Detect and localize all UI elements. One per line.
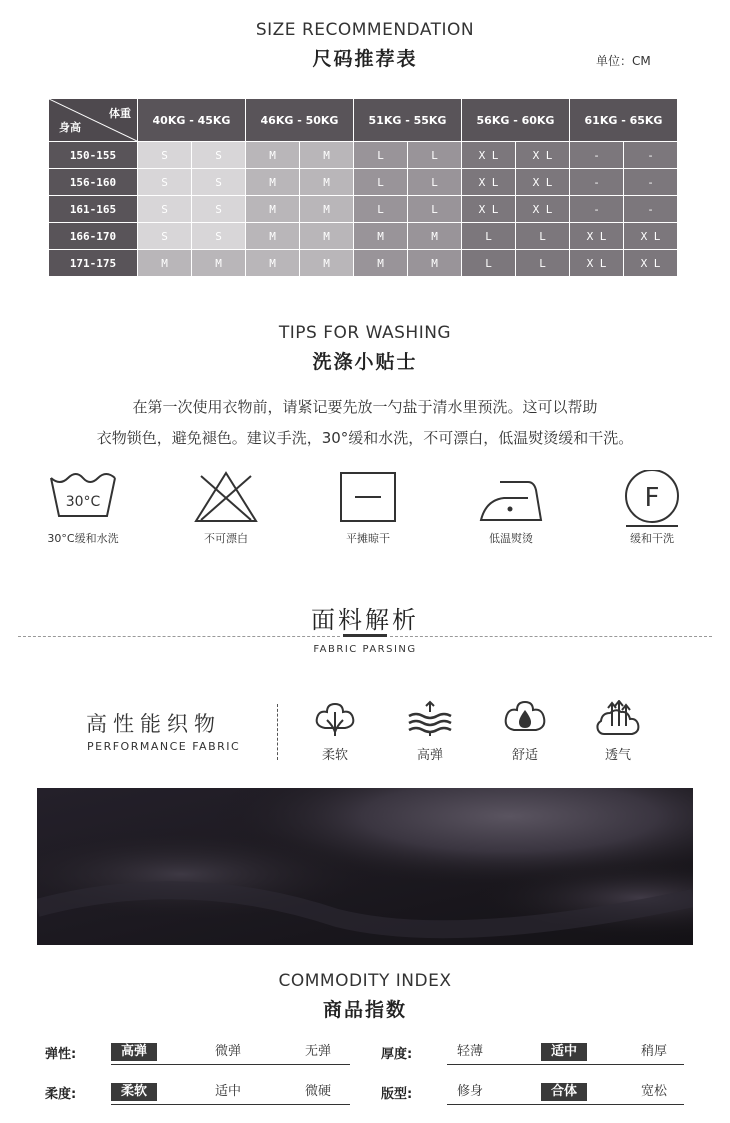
wash-temp-text: 30°C	[65, 494, 101, 510]
fabric-photo	[37, 788, 693, 945]
size-cell: L	[354, 169, 408, 196]
unit-label: 单位：CM	[596, 54, 651, 68]
dry-clean-letter: F	[644, 483, 660, 513]
size-table-corner	[49, 99, 138, 142]
size-cell: X L	[462, 196, 516, 223]
size-cell: M	[408, 250, 462, 277]
washing-text-line-2: 衣物锁色，避免褪色。建议手洗，30°缓和水洗，不可漂白，低温熨烫缓和干洗。	[96, 429, 634, 447]
washing-title-en: TIPS FOR WASHING	[278, 323, 452, 343]
fabric-divider-left	[18, 636, 340, 637]
index-baseline	[111, 1064, 350, 1065]
size-cell: M	[408, 223, 462, 250]
height-range-label: 166-170	[49, 223, 138, 250]
iron-low-icon	[478, 470, 544, 524]
size-cell: S	[192, 196, 246, 223]
size-cell: M	[246, 196, 300, 223]
size-cell: S	[138, 169, 192, 196]
size-cell: M	[246, 169, 300, 196]
size-cell: -	[570, 196, 624, 223]
wash-30-icon	[48, 470, 118, 520]
index-option-selected: 适中	[541, 1043, 587, 1061]
size-table-row	[49, 223, 678, 250]
height-range-label: 171-175	[49, 250, 138, 277]
feature-item	[588, 700, 648, 763]
size-cell: L	[354, 196, 408, 223]
size-cell: L	[408, 169, 462, 196]
feature-label: 柔软	[321, 748, 348, 763]
washing-title-cn: 洗涤小贴士	[312, 351, 418, 373]
size-title-cn: 尺码推荐表	[312, 48, 418, 70]
size-cell: -	[624, 142, 678, 169]
index-option: 微弹	[214, 1044, 241, 1059]
size-cell: X L	[516, 142, 570, 169]
wash-label: 低温熨烫	[489, 532, 533, 545]
size-table-header-row	[49, 99, 678, 142]
size-cell: M	[246, 142, 300, 169]
size-cell: L	[516, 223, 570, 250]
index-option: 宽松	[640, 1084, 667, 1099]
index-option-selected: 合体	[541, 1083, 587, 1101]
performance-fabric-en: PERFORMANCE FABRIC	[87, 740, 241, 753]
size-cell: L	[516, 250, 570, 277]
fabric-title-cn: 面料解析	[311, 606, 419, 634]
comfort-icon	[502, 700, 548, 738]
weight-header: 46KG - 50KG	[246, 99, 354, 142]
index-option: 修身	[456, 1084, 483, 1099]
dry-flat-icon	[339, 470, 397, 524]
size-cell: S	[192, 169, 246, 196]
wash-item	[456, 470, 566, 546]
wash-item	[171, 470, 281, 546]
feature-item	[305, 700, 365, 763]
size-cell: X L	[624, 250, 678, 277]
size-cell: -	[570, 142, 624, 169]
size-cell: X L	[624, 223, 678, 250]
corner-weight-label: 体重	[109, 107, 131, 120]
dry-clean-icon	[622, 470, 682, 528]
size-cell: M	[300, 223, 354, 250]
wash-item	[313, 470, 423, 546]
index-option: 适中	[214, 1084, 241, 1099]
size-cell: X L	[570, 250, 624, 277]
wash-item	[597, 470, 707, 546]
size-cell: M	[192, 250, 246, 277]
index-title-cn: 商品指数	[322, 999, 407, 1021]
performance-divider	[277, 704, 278, 760]
size-cell: L	[354, 142, 408, 169]
breathable-icon	[594, 700, 642, 738]
wash-label: 缓和干洗	[630, 532, 674, 545]
height-range-label: 156-160	[49, 169, 138, 196]
index-baseline	[111, 1104, 350, 1105]
feature-label: 高弹	[416, 748, 443, 763]
fabric-title-en: FABRIC PARSING	[313, 644, 417, 655]
size-cell: M	[300, 250, 354, 277]
weight-header: 56KG - 60KG	[462, 99, 570, 142]
wash-item	[28, 470, 138, 546]
size-cell: M	[300, 142, 354, 169]
washing-text-line-1: 在第一次使用衣物前，请紧记要先放一勺盐于清水里预洗。这可以帮助	[132, 398, 598, 416]
size-cell: S	[192, 142, 246, 169]
size-table	[48, 98, 678, 277]
size-cell: S	[138, 223, 192, 250]
feature-item	[400, 700, 460, 763]
size-title-en: SIZE RECOMMENDATION	[255, 20, 475, 40]
index-name: 厚度:	[381, 1047, 413, 1062]
size-table-body	[49, 142, 678, 277]
index-title-en: COMMODITY INDEX	[278, 971, 452, 991]
index-row-thickness	[381, 1041, 684, 1065]
index-option: 稍厚	[640, 1044, 667, 1059]
index-baseline	[447, 1104, 684, 1105]
index-option-selected: 柔软	[111, 1083, 157, 1101]
index-row-fit	[381, 1081, 684, 1105]
size-cell: L	[408, 142, 462, 169]
size-cell: S	[192, 223, 246, 250]
height-range-label: 150-155	[49, 142, 138, 169]
feature-label: 舒适	[511, 748, 538, 763]
size-cell: M	[246, 250, 300, 277]
index-baseline	[447, 1064, 684, 1065]
size-cell: M	[246, 223, 300, 250]
wash-label: 不可漂白	[204, 532, 248, 545]
size-table-row	[49, 169, 678, 196]
feature-label: 透气	[604, 748, 631, 763]
weight-header: 51KG - 55KG	[354, 99, 462, 142]
size-cell: X L	[516, 169, 570, 196]
height-range-label: 161-165	[49, 196, 138, 223]
fabric-divider-right	[390, 636, 712, 637]
index-option-selected: 高弹	[111, 1043, 157, 1061]
size-cell: S	[138, 196, 192, 223]
index-option: 无弹	[304, 1044, 331, 1059]
no-bleach-icon	[191, 470, 261, 524]
fabric-title-underline	[343, 634, 387, 637]
index-row-elasticity	[45, 1041, 350, 1065]
size-cell: M	[354, 223, 408, 250]
size-cell: M	[300, 196, 354, 223]
weight-header: 40KG - 45KG	[138, 99, 246, 142]
size-table-row	[49, 196, 678, 223]
weight-header: 61KG - 65KG	[570, 99, 678, 142]
size-table-row	[49, 142, 678, 169]
size-cell: -	[624, 196, 678, 223]
size-cell: L	[462, 250, 516, 277]
index-name: 弹性:	[45, 1047, 77, 1062]
size-table-row	[49, 250, 678, 277]
size-cell: X L	[570, 223, 624, 250]
size-cell: X L	[516, 196, 570, 223]
size-cell: M	[354, 250, 408, 277]
performance-fabric-cn: 高性能织物	[86, 712, 221, 736]
size-cell: L	[408, 196, 462, 223]
stretch-icon	[405, 700, 455, 738]
index-name: 柔度:	[45, 1087, 77, 1102]
size-cell: X L	[462, 169, 516, 196]
wash-label: 平摊晾干	[346, 532, 390, 545]
size-cell: L	[462, 223, 516, 250]
size-cell: -	[624, 169, 678, 196]
feature-item	[495, 700, 555, 763]
corner-height-label: 身高	[59, 121, 81, 134]
index-option: 微硬	[304, 1084, 331, 1099]
size-cell: M	[138, 250, 192, 277]
index-row-softness	[45, 1081, 350, 1105]
wash-label: 30°C缓和水洗	[47, 532, 119, 545]
size-cell: S	[138, 142, 192, 169]
size-cell: M	[300, 169, 354, 196]
size-cell: -	[570, 169, 624, 196]
size-cell: X L	[462, 142, 516, 169]
index-name: 版型:	[381, 1087, 413, 1102]
index-option: 轻薄	[456, 1044, 483, 1059]
cotton-icon	[313, 700, 357, 738]
